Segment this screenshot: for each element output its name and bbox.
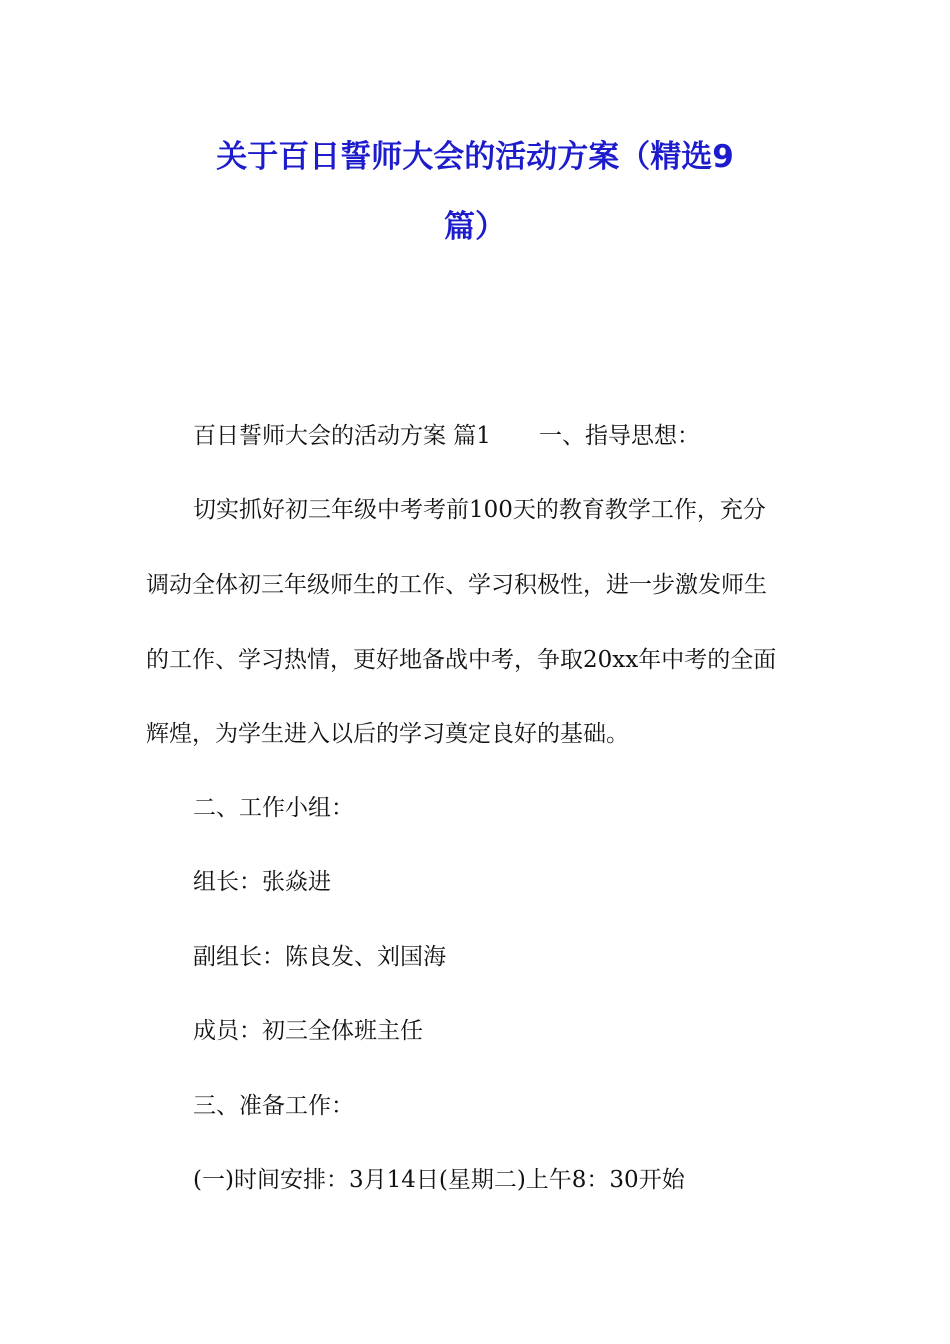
guiding-ideology-heading: 一、指导思想： [538,423,700,449]
article-heading: 百日誓师大会的活动方案 篇1 [193,423,491,449]
schedule-line: (一)时间安排：3月14日(星期二)上午8：30开始 [193,1167,685,1193]
group-leader: 组长：张焱进 [193,869,331,895]
paragraph-line: 辉煌，为学生进入以后的学习奠定良好的基础。 [146,721,629,747]
paragraph-line: 的工作、学习热情，更好地备战中考，争取20xx年中考的全面 [146,647,777,673]
preparation-heading: 三、准备工作： [193,1093,354,1119]
document-title-line-1: 关于百日誓师大会的活动方案（精选9 [216,139,734,175]
work-group-heading: 二、工作小组： [193,795,354,821]
group-members: 成员：初三全体班主任 [193,1018,423,1044]
section-heading-line [193,421,700,451]
paragraph-line: 切实抓好初三年级中考考前100天的教育教学工作，充分 [193,497,766,523]
paragraph-line: 调动全体初三年级师生的工作、学习积极性，进一步激发师生 [146,572,767,598]
deputy-leaders: 副组长：陈良发、刘国海 [193,944,446,970]
document-title-line-2: 篇） [444,209,506,245]
